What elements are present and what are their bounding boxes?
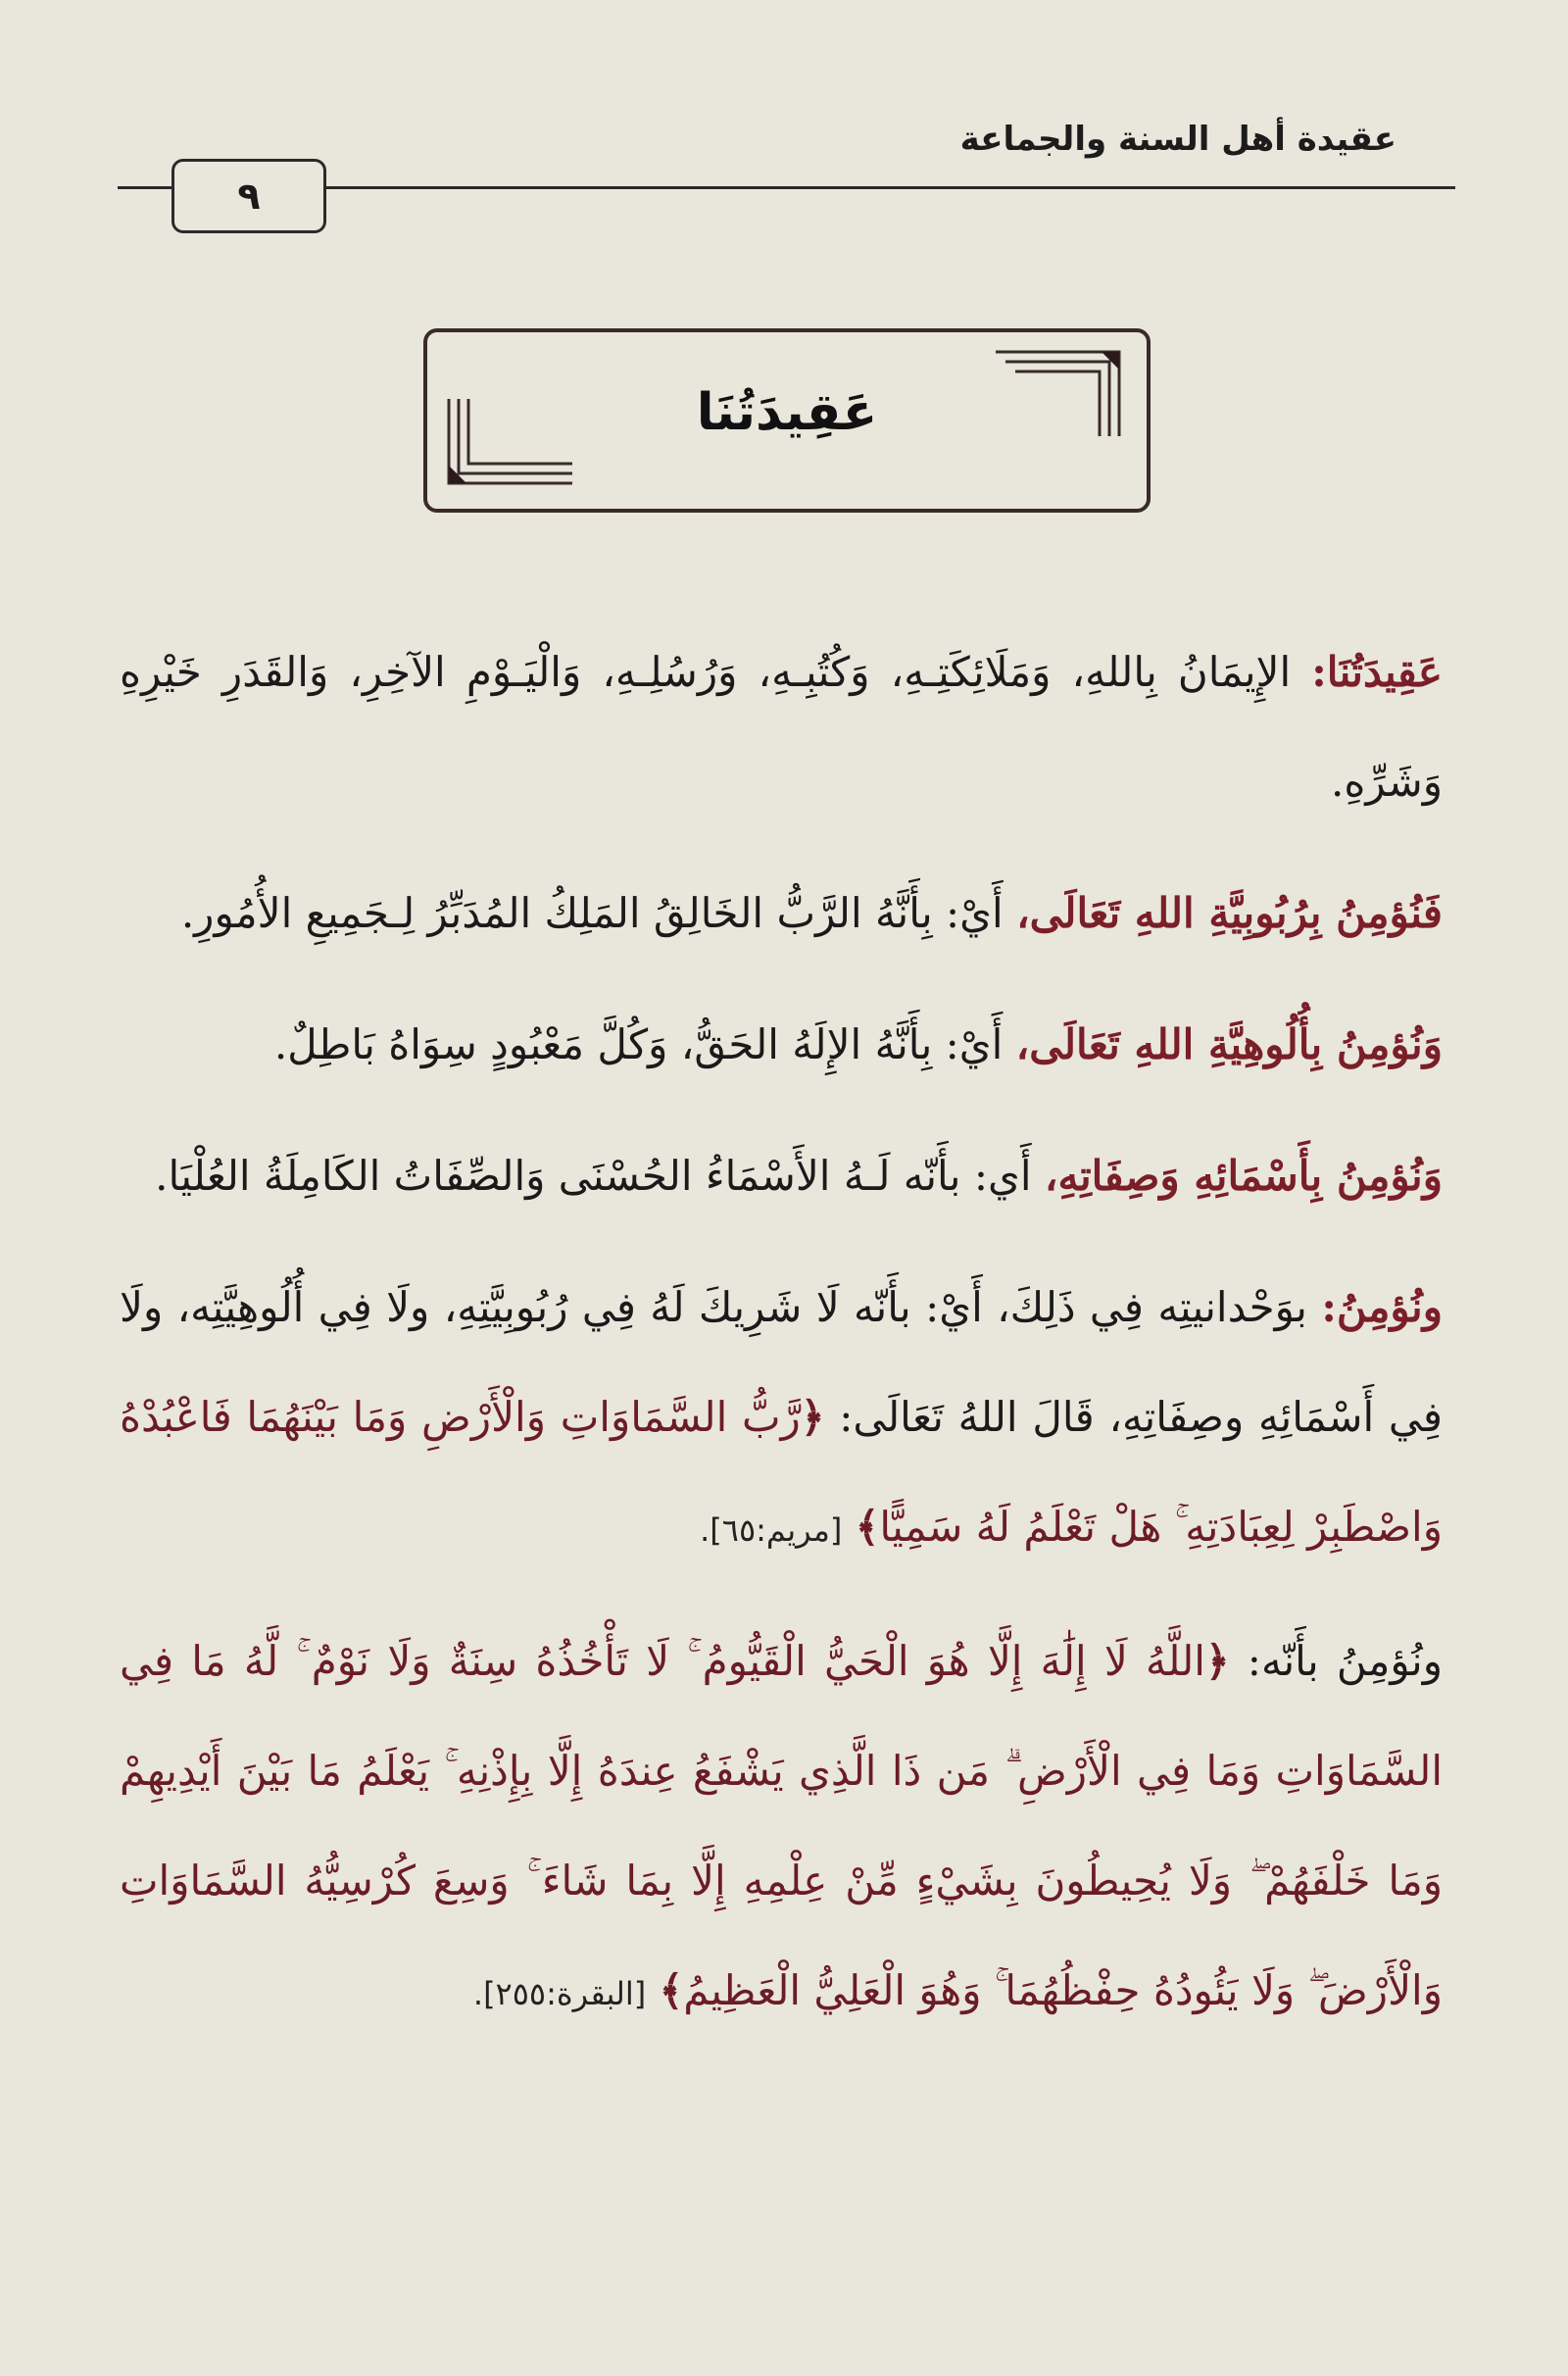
quran-open-bracket: ﴿ [800, 1393, 825, 1441]
paragraph-text: أَيْ: بِأَنَّهُ الرَّبُّ الخَالِقُ المَلِكُ المُدَبِّرُ لِـجَمِيعِ الأُمُورِ. [180, 889, 1017, 937]
quran-verse: رَّبُّ السَّمَاوَاتِ وَالْأَرْضِ وَمَا بَيْنَهُمَا فَاعْبُدْهُ وَاصْطَبِرْ لِعِبَادَتِهِ ۚ هَلْ تَعْلَمُ لَهُ سَمِيًّا [120, 1393, 1443, 1551]
paragraph-lead: ونُؤمِنُ بأَنّه: [1247, 1637, 1443, 1685]
paragraph-creed [120, 618, 1443, 837]
chapter-title: عَقِيدَتُنَا [696, 383, 878, 442]
paragraph-lordship [120, 859, 1443, 968]
paragraph-lead: وَنُؤمِنُ بِأُلُوهِيَّةِ اللهِ تَعَالَى، [1015, 1020, 1443, 1068]
paragraph-text: أَيْ: بِأَنَّهُ الإِلَهُ الحَقُّ، وَكُلَّ مَعْبُودٍ سِوَاهُ بَاطِلٌ. [273, 1020, 1016, 1068]
paragraph-text: الإِيمَانُ بِاللهِ، وَمَلَائِكَتِـهِ، وَكُتُبِـهِ، وَرُسُلِـهِ، وَالْيَـوْمِ الآخِرِ، وَالقَدَرِ خَيْرِهِ وَشَرِّهِ. [120, 648, 1443, 806]
quran-verse: اللَّهُ لَا إِلَٰهَ إِلَّا هُوَ الْحَيُّ الْقَيُّومُ ۚ لَا تَأْخُذُهُ سِنَةٌ وَلَا نَوْمٌ ۚ لَّهُ مَا فِي السَّمَاوَاتِ وَمَا فِي الْأَرْضِ ۗ مَن ذَا الَّذِي يَشْفَعُ عِندَهُ إِلَّا بِإِذْنِهِ ۚ يَعْلَمُ مَا بَيْنَ أَيْدِيهِمْ وَمَا خَلْفَهُمْ ۖ وَلَا يُحِيطُونَ بِشَيْءٍ مِّنْ عِلْمِهِ إِلَّا بِمَا شَاءَ ۚ وَسِعَ كُرْسِيُّهُ السَّمَاوَاتِ وَالْأَرْضَ ۖ وَلَا يَئُودُهُ حِفْظُهُمَا ۚ وَهُوَ الْعَلِيُّ الْعَظِيمُ [120, 1637, 1443, 2014]
paragraph-ayat-kursi [120, 1607, 1443, 2049]
quran-close-bracket: ﴾ [659, 1966, 684, 2014]
paragraph-lead: ونُؤمِنُ: [1321, 1283, 1443, 1331]
paragraph-lead: وَنُؤمِنُ بِأَسْمَائِهِ وَصِفَاتِهِ، [1044, 1152, 1443, 1200]
paragraph-lead: فَنُؤمِنُ بِرُبُوبِيَّةِ اللهِ تَعَالَى، [1016, 889, 1443, 937]
chapter-title-frame [423, 328, 1151, 513]
paragraph-divinity [120, 990, 1443, 1100]
paragraph-text: أَي: بأَنّه لَـهُ الأَسْمَاءُ الحُسْنَى وَالصِّفَاتُ الكَامِلَةُ العُلْيَا. [155, 1152, 1045, 1200]
paragraph-names-attributes [120, 1121, 1443, 1231]
quran-open-bracket: ﴿ [1204, 1637, 1230, 1685]
verse-reference: [البقرة:٢٥٥]. [472, 1975, 647, 2012]
paragraph-text: بوَحْدانيتِه فِي ذَلِكَ، أَيْ: بأَنّه لَا شَرِيكَ لَهُ فِي رُبُوبِيَّتِهِ، ولَا فِي أُلُوهِيَّتِه، ولَا فِي أَسْمَائِهِ وصِفَاتِهِ، قَالَ اللهُ تَعَالَى: [120, 1283, 1443, 1441]
page-number: ٩ [172, 159, 326, 233]
running-header-title: عقيدة أهل السنة والجماعة [959, 120, 1396, 159]
verse-reference: [مريم:٦٥]. [700, 1511, 843, 1549]
paragraph-oneness [120, 1253, 1443, 1585]
paragraph-lead: عَقِيدَتُنَا: [1311, 648, 1443, 696]
body-text [120, 618, 1443, 2070]
quran-close-bracket: ﴾ [855, 1503, 880, 1551]
